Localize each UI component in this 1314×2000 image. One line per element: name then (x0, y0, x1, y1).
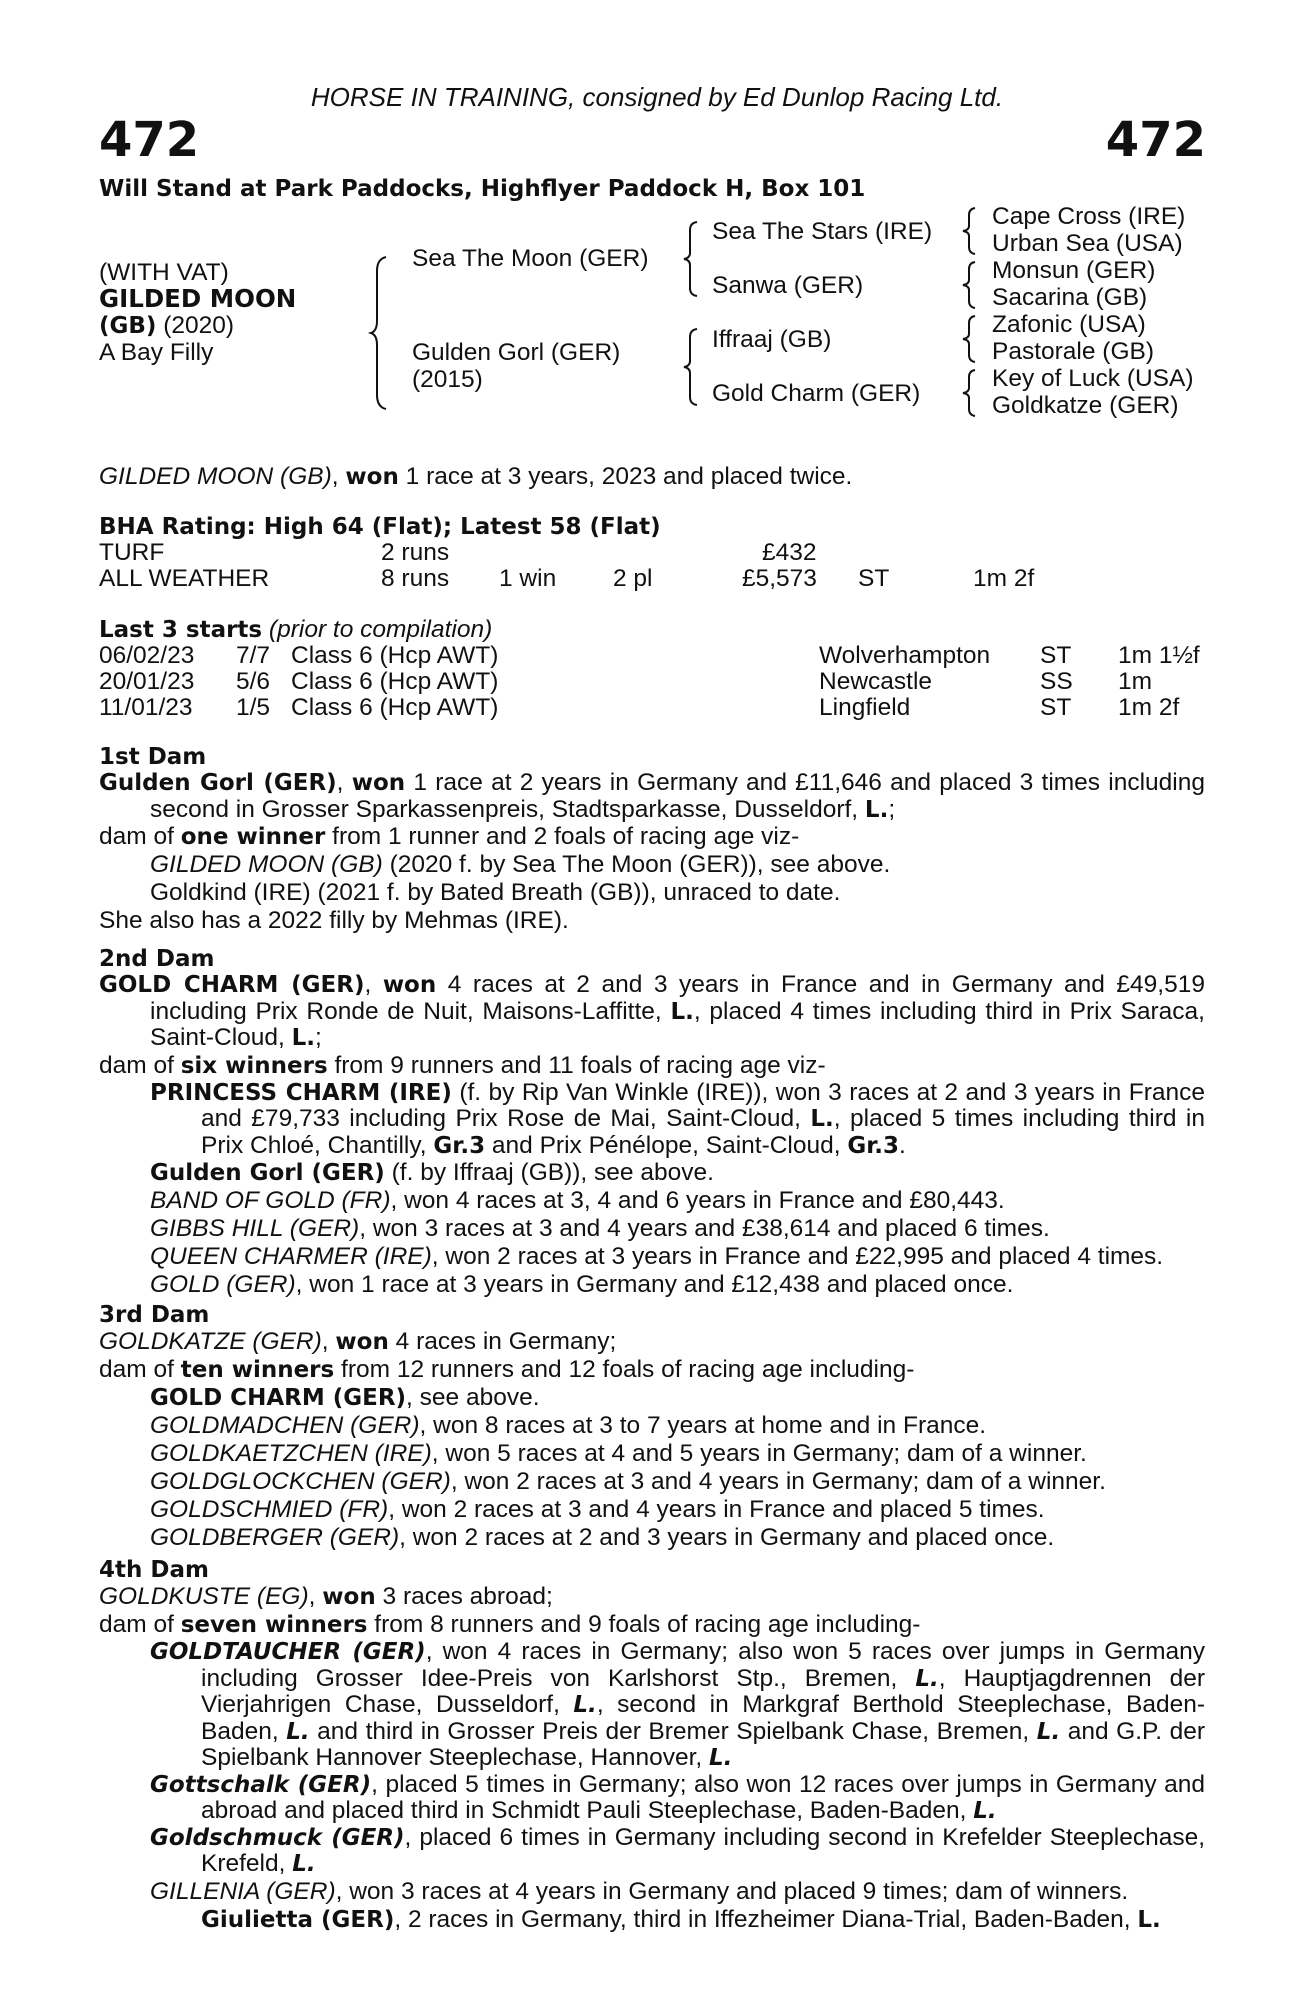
second-dam-heading: 2nd Dam (99, 946, 215, 972)
bha-rating: BHA Rating: High 64 (Flat); Latest 58 (Flat) (99, 514, 661, 540)
last-starts-heading: Last 3 starts (prior to compilation) (99, 616, 493, 643)
fourth-dam-progeny-2: Gottschalk (GER), placed 5 times in Germany; also won 12 races over jumps in Germany and abroad and placed third in Schmidt Pauli Steeplechase, Baden-Baden, L. (150, 1770, 1205, 1824)
fourth-dam-section (99, 1557, 1205, 1934)
first-dam-heading: 1st Dam (99, 744, 207, 770)
first-dam-progeny-2: Goldkind (IRE) (2021 f. by Bated Breath (GB)), unraced to date. (150, 879, 841, 906)
fourth-dam-progeny-4: GILLENIA (GER), won 3 races at 4 years in Germany and placed 9 times; dam of winners. (150, 1877, 1129, 1905)
gen3-brace-4 (962, 368, 980, 418)
first-dam-produce: dam of one winner from 1 runner and 2 foals of racing age viz- (99, 823, 800, 850)
second-dam-section (99, 946, 1205, 1299)
gen3-8: Goldkatze (GER) (992, 392, 1179, 419)
stand-info: Will Stand at Park Paddocks, Highflyer Paddock H, Box 101 (99, 176, 866, 202)
gen3-2: Urban Sea (USA) (992, 230, 1183, 257)
fourth-dam-heading: 4th Dam (99, 1557, 209, 1583)
third-dam-produce: dam of ten winners from 12 runners and 12 foals of racing age including- (99, 1356, 915, 1383)
gen3-4: Sacarina (GB) (992, 284, 1148, 311)
fourth-dam-progeny-5: Giulietta (GER), 2 races in Germany, third in Iffezheimer Diana-Trial, Baden-Baden, L. (201, 1905, 1161, 1933)
second-dam-progeny-3: BAND OF GOLD (FR), won 4 races at 3, 4 and 6 years in France and £80,443. (150, 1187, 1005, 1214)
gen3-1: Cape Cross (IRE) (992, 203, 1186, 230)
second-dam-progeny-2: Gulden Gorl (GER) (f. by Iffraaj (GB)), see above. (150, 1159, 714, 1186)
sire: Sea The Moon (GER) (412, 245, 649, 272)
gen3-5: Zafonic (USA) (992, 311, 1146, 338)
lot-number-left: 472 (99, 112, 200, 168)
sire-line-brace (683, 220, 703, 297)
lot-number-right: 472 (1105, 112, 1206, 168)
third-dam-progeny-3: GOLDKAETZCHEN (IRE), won 5 races at 4 and 5 years in Germany; dam of a winner. (150, 1440, 1087, 1467)
first-dam-record: Gulden Gorl (GER), won 1 race at 2 years in Germany and £11,646 and placed 3 times including second in Grosser Sparkassenpreis, Stadtsparkasse, Dusseldorf, L.; (99, 769, 1205, 823)
second-dam-produce: dam of six winners from 9 runners and 11 foals of racing age viz- (99, 1051, 826, 1079)
third-dam-progeny-6: GOLDBERGER (GER), won 2 races at 2 and 3 years in Germany and placed once. (150, 1524, 1055, 1551)
sire-sire: Sea The Stars (IRE) (712, 218, 933, 245)
vat-label: (WITH VAT) (99, 259, 229, 286)
first-dam-note: She also has a 2022 filly by Mehmas (IRE). (99, 907, 569, 934)
dam-year: (2015) (412, 366, 483, 393)
consignment-title: HORSE IN TRAINING, consigned by Ed Dunlop Racing Ltd. (310, 82, 1004, 112)
first-dam-section (99, 744, 1205, 935)
sire-dam-brace (370, 255, 394, 410)
dam-line-brace (683, 327, 703, 407)
third-dam-record: GOLDKATZE (GER), won 4 races in Germany; (99, 1328, 617, 1355)
second-dam-progeny-4: GIBBS HILL (GER), won 3 races at 3 and 4 years and £38,614 and placed 6 times. (150, 1215, 1050, 1242)
dam-dam: Gold Charm (GER) (712, 380, 921, 407)
fourth-dam-progeny-3: Goldschmuck (GER), placed 6 times in Germany including second in Krefelder Steeplechase, Krefeld, L. (150, 1823, 1205, 1877)
sire-dam: Sanwa (GER) (712, 272, 864, 299)
second-dam-progeny-5: QUEEN CHARMER (IRE), won 2 races at 3 years in France and £22,995 and placed 4 times. (150, 1243, 1164, 1270)
third-dam-progeny-4: GOLDGLOCKCHEN (GER), won 2 races at 3 and 4 years in Germany; dam of a winner. (150, 1468, 1106, 1495)
dam: Gulden Gorl (GER) (412, 339, 621, 366)
gen3-brace-1 (962, 206, 980, 256)
race-summary: GILDED MOON (GB), won 1 race at 3 years, 2023 and placed twice. (99, 463, 853, 490)
third-dam-heading: 3rd Dam (99, 1302, 210, 1328)
second-dam-progeny-6: GOLD (GER), won 1 race at 3 years in Germany and £12,438 and placed once. (150, 1271, 1014, 1298)
third-dam-progeny-2: GOLDMADCHEN (GER), won 8 races at 3 to 7 years at home and in France. (150, 1412, 987, 1439)
fourth-dam-progeny-1: GOLDTAUCHER (GER), won 4 races in Germany; also won 5 races over jumps in Germany including Grosser Idee-Preis von Karlshorst Stp., Bremen, L., Hauptjagdrennen der Vierjahrigen Chase, Dusseldorf, L., second in Markgraf Berthold Steeplechase, Baden-Baden, L. and third in Grosser Preis der Bremer Spielbank Chase, Bremen, L. and G.P. der Spielbank Hannover Steeplechase, Hannover, L. (150, 1638, 1205, 1771)
dam-sire: Iffraaj (GB) (712, 326, 832, 353)
horse-country-year: (GB) (2020) (99, 312, 235, 339)
third-dam-progeny-1: GOLD CHARM (GER), see above. (150, 1384, 540, 1411)
first-dam-progeny-1: GILDED MOON (GB) (2020 f. by Sea The Moon (GER)), see above. (150, 851, 891, 878)
third-dam-progeny-5: GOLDSCHMIED (FR), won 2 races at 3 and 4 years in France and placed 5 times. (150, 1496, 1045, 1523)
horse-description: A Bay Filly (99, 339, 214, 366)
gen3-3: Monsun (GER) (992, 257, 1156, 284)
second-dam-record: GOLD CHARM (GER), won 4 races at 2 and 3 years in France and in Germany and £49,519 including Prix Ronde de Nuit, Maisons-Laffitte, L., placed 4 times including third in Prix Saraca, Saint-Cloud, L.; (99, 971, 1205, 1051)
gen3-6: Pastorale (GB) (992, 338, 1155, 365)
fourth-dam-record: GOLDKUSTE (EG), won 3 races abroad; (99, 1583, 553, 1610)
gen3-brace-3 (962, 314, 980, 364)
second-dam-progeny-1: PRINCESS CHARM (IRE) (f. by Rip Van Winkle (IRE)), won 3 races at 2 and 3 years in France and £79,733 including Prix Rose de Mai, Saint-Cloud, L., placed 5 times including third in Prix Chloé, Chantilly, Gr.3 and Prix Pénélope, Saint-Cloud, Gr.3. (150, 1078, 1205, 1159)
fourth-dam-produce: dam of seven winners from 8 runners and 9 foals of racing age including- (99, 1611, 921, 1638)
gen3-7: Key of Luck (USA) (992, 365, 1194, 392)
gen3-brace-2 (962, 260, 980, 310)
third-dam-section (99, 1302, 1205, 1552)
horse-name: GILDED MOON (99, 284, 297, 313)
